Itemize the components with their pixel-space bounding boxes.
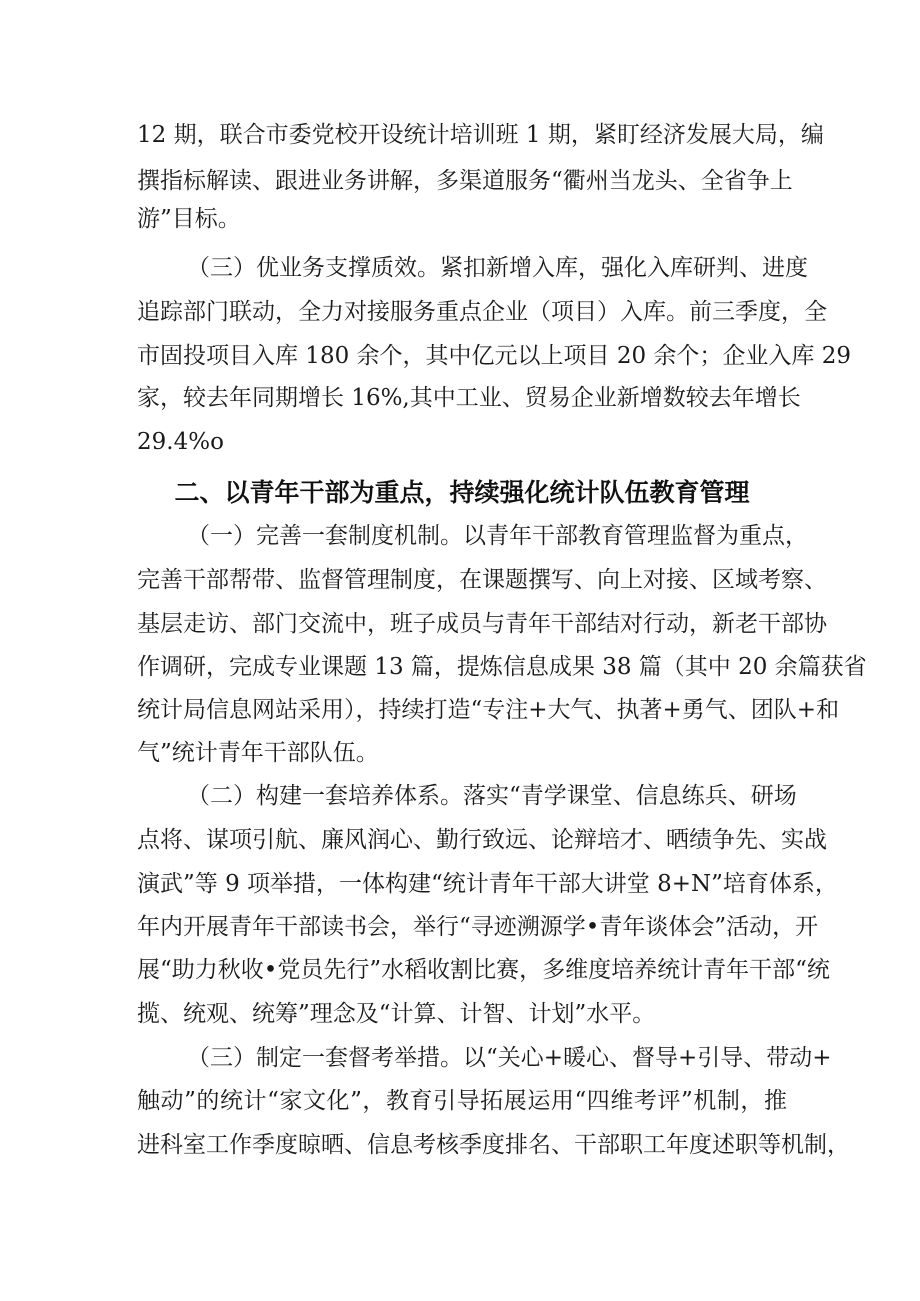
text-line: 追踪部门联动，全力对接服务重点企业（项目）入库。前三季度，全 <box>137 299 827 325</box>
text-line: 家，较去年同期增长 16%,其中工业、贸易企业新增数较去年增长 <box>137 385 801 411</box>
text-line: 点将、谋项引航、廉风润心、勤行致远、论辩培才、晒绩争先、实战 <box>137 827 827 853</box>
text-line: 演武”等 9 项举措，一体构建“统计青年干部大讲堂 8+N”培育体系， <box>137 871 838 897</box>
section-heading: 二、以青年干部为重点，持续强化统计队伍教育管理 <box>174 478 750 507</box>
text-line: （三）制定一套督考举措。以“关心+暖心、督导+引导、带动+ <box>187 1045 832 1071</box>
text-line: 游”目标。 <box>137 206 241 232</box>
text-line: 基层走访、部门交流中，班子成员与青年干部结对行动，新老干部协 <box>137 611 827 637</box>
text-line: （一）完善一套制度机制。以青年干部教育管理监督为重点， <box>187 523 808 549</box>
text-line: （二）构建一套培养体系。落实“青学课堂、信息练兵、研场 <box>187 783 797 809</box>
text-line: 展“助力秋收•党员先行”水稻收割比赛，多维度培养统计青年干部“统 <box>137 957 830 983</box>
text-line: 29.4%o <box>137 429 224 455</box>
text-line: 气”统计青年干部队伍。 <box>137 740 379 766</box>
text-line: 完善干部帮带、监督管理制度，在课题撰写、向上对接、区域考察、 <box>137 567 827 593</box>
text-line: 年内开展青年干部读书会，举行“寻迹溯源学•青年谈体会”活动，开 <box>137 914 819 940</box>
text-line: 市固投项目入库 180 余个，其中亿元以上项目 20 余个；企业入库 29 <box>137 343 851 369</box>
text-line: 撰指标解读、跟进业务讲解，多渠道服务“衢州当龙头、全省争上 <box>137 168 793 194</box>
text-line: 进科室工作季度晾晒、信息考核季度排名、干部职工年度述职等机制， <box>137 1132 850 1158</box>
text-line: （三）优业务支撑质效。紧扣新增入库，强化入库研判、进度 <box>187 255 808 281</box>
text-line: 触动”的统计“家文化”，教育引导拓展运用“四维考评”机制，推 <box>137 1088 787 1114</box>
text-line: 作调研，完成专业课题 13 篇，提炼信息成果 38 篇（其中 20 余篇获省 <box>137 654 867 680</box>
text-line: 统计局信息网站采用），持续打造“专注+大气、执著+勇气、团队+和 <box>137 697 840 723</box>
text-line: 12 期，联合市委党校开设统计培训班 1 期，紧盯经济发展大局，编 <box>137 122 824 148</box>
text-line: 揽、统观、统筹”理念及“计算、计智、计划”水平。 <box>137 1001 656 1027</box>
